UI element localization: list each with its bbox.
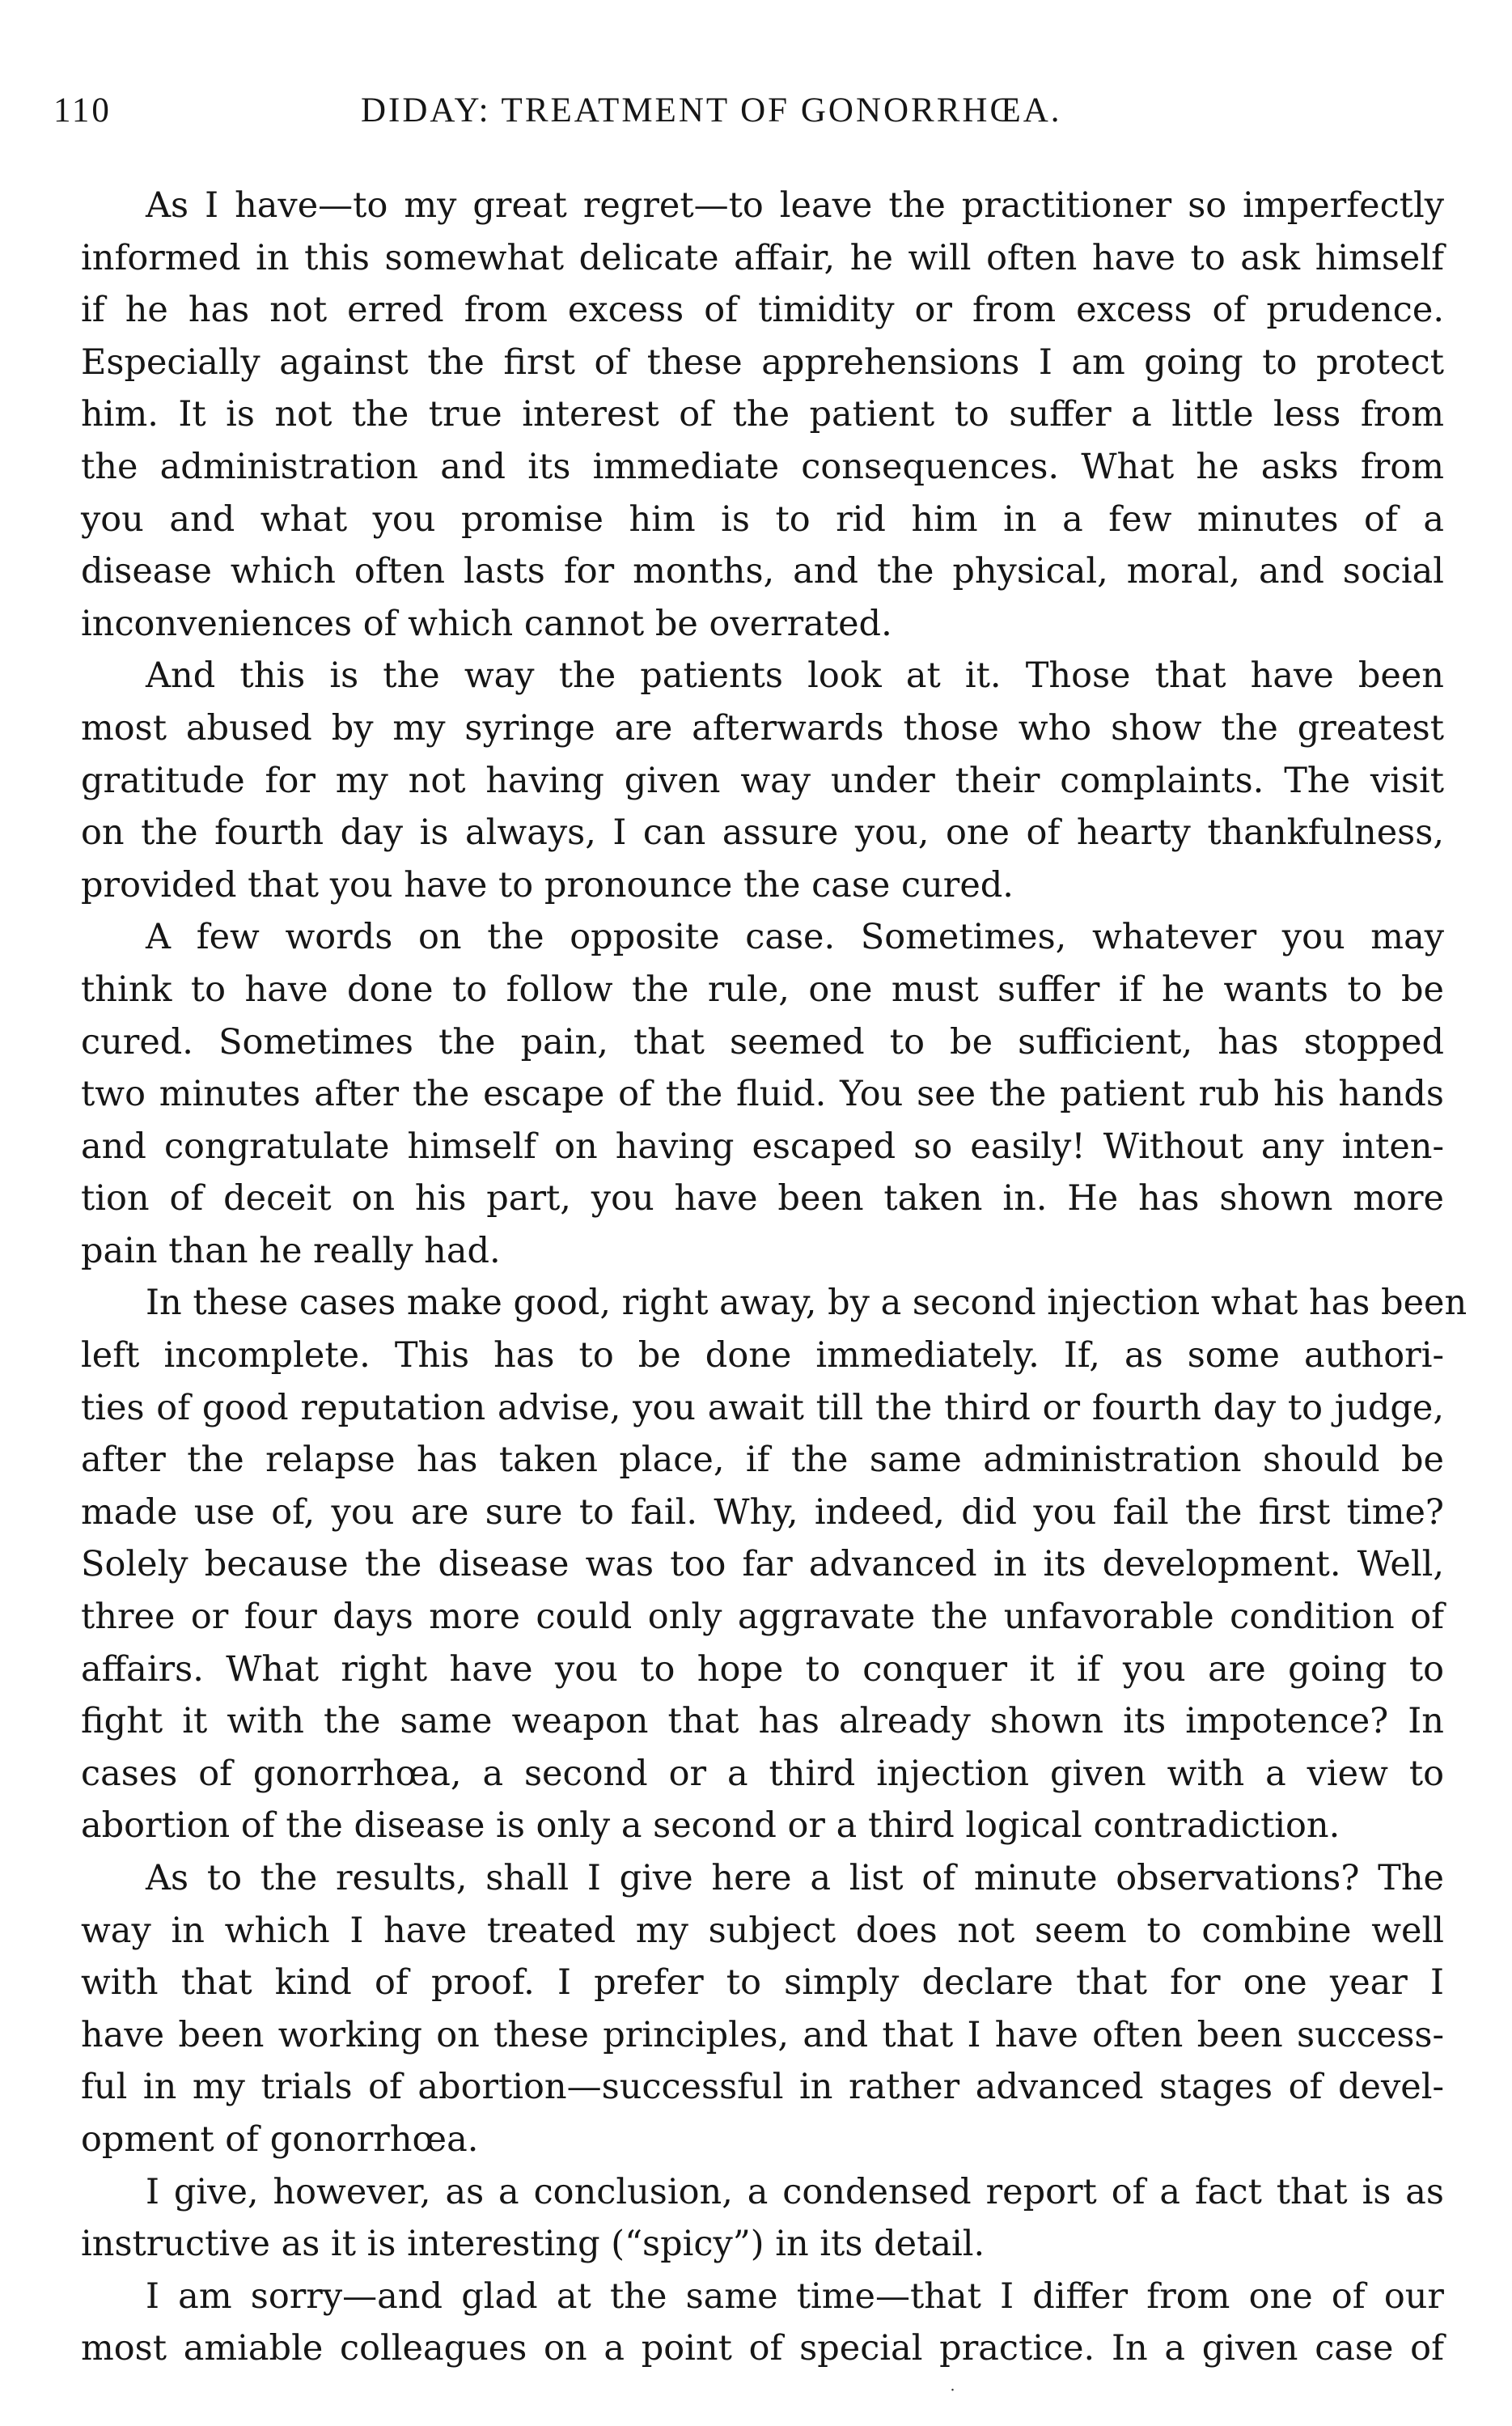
text-line: cured. Sometimes the pain, that seemed to be sufficient, has stopped [81, 1021, 1444, 1062]
text-line: most amiable colleagues on a point of special practice. In a given case of [81, 2328, 1444, 2369]
text-line: Solely because the disease was too far advanced in its development. Well, [81, 1544, 1444, 1585]
text-line: disease which often lasts for months, and the physical, moral, and social [81, 551, 1444, 592]
text-line: three or four days more could only aggravate the unfavorable condition of [81, 1597, 1444, 1638]
text-line: abortion of the disease is only a second or a third logical contradiction. [81, 1805, 1340, 1847]
text-line: him. It is not the true interest of the patient to suffer a little less from [81, 394, 1444, 435]
text-line: I am sorry—and glad at the same time—that I differ from one of our [146, 2275, 1444, 2317]
text-line: and congratulate himself on having escaped so easily! Without any inten- [81, 1126, 1444, 1167]
text-line: most abused by my syringe are afterwards those who show the greatest [81, 707, 1444, 749]
paragraph-2 [81, 650, 1444, 911]
text-line: instructive as it is interesting (“spicy”) in its detail. [81, 2224, 985, 2265]
text-line: Especially against the first of these apprehensions I am going to protect [81, 341, 1444, 383]
text-line: way in which I have treated my subject does not seem to combine well [81, 1910, 1444, 1951]
text-line: if he has not erred from excess of timidity or from excess of prudence. [81, 290, 1444, 331]
body-text [81, 180, 1468, 2375]
paragraph-1 [81, 180, 1444, 650]
print-mark: ˙ [948, 2387, 957, 2407]
text-line: I give, however, as a conclusion, a condensed report of a fact that is as [146, 2171, 1444, 2212]
page-number: 110 [53, 91, 112, 129]
text-line: think to have done to follow the rule, one must suffer if he wants to be [81, 969, 1444, 1010]
text-line: you and what you promise him is to rid him in a few minutes of a [81, 498, 1444, 540]
running-head [53, 91, 1445, 139]
text-line: inconveniences of which cannot be overrated. [81, 603, 892, 644]
text-line: gratitude for my not having given way under their complaints. The visit [81, 760, 1444, 801]
text-line: As I have—to my great regret—to leave the practitioner so imperfectly [146, 185, 1444, 226]
text-line: two minutes after the escape of the fluid. You see the patient rub his hands [81, 1074, 1444, 1115]
text-line: opment of gonorrhœa. [81, 2119, 479, 2160]
running-title: DIDAY: TREATMENT OF GONORRHŒA. [361, 91, 1062, 129]
text-line: ful in my trials of abortion—successful in rather advanced stages of devel- [81, 2067, 1444, 2108]
paragraph-3 [81, 911, 1444, 1277]
paragraph-4 [81, 1277, 1468, 1852]
text-line: A few words on the opposite case. Sometimes, whatever you may [146, 917, 1444, 958]
text-line: And this is the way the patients look at it. Those that have been [146, 655, 1444, 697]
text-line: have been working on these principles, and that I have often been success- [81, 2014, 1444, 2055]
paragraph-6 [81, 2166, 1444, 2271]
text-line: pain than he really had. [81, 1230, 501, 1271]
text-line: affairs. What right have you to hope to conquer it if you are going to [81, 1648, 1444, 1690]
text-line: informed in this somewhat delicate affair, he will often have to ask himself [81, 237, 1444, 278]
text-line: provided that you have to pronounce the case cured. [81, 864, 1014, 906]
text-line: As to the results, shall I give here a list of minute observations? The [146, 1858, 1444, 1898]
text-line: the administration and its immediate consequences. What he asks from [81, 446, 1444, 487]
text-line: after the relapse has taken place, if the same administration should be [81, 1440, 1444, 1481]
paragraph-7 [81, 2271, 1444, 2375]
text-line: with that kind of proof. I prefer to simply declare that for one year I [81, 1962, 1444, 2004]
text-line: made use of, you are sure to fail. Why, indeed, did you fail the first time? [81, 1491, 1444, 1533]
text-line: ties of good reputation advise, you await till the third or fourth day to judge, [81, 1387, 1444, 1428]
text-line: left incomplete. This has to be done immediately. If, as some authori- [81, 1335, 1444, 1376]
text-line: In these cases make good, right away, by a second injection what has been [146, 1283, 1468, 1324]
text-line: cases of gonorrhœa, a second or a third injection given with a view to [81, 1753, 1444, 1794]
text-line: on the fourth day is always, I can assure you, one of hearty thankfulness, [81, 812, 1444, 854]
paragraph-5 [81, 1852, 1444, 2166]
text-line: tion of deceit on his part, you have been taken in. He has shown more [81, 1178, 1444, 1219]
text-line: fight it with the same weapon that has already shown its impotence? In [81, 1701, 1444, 1742]
